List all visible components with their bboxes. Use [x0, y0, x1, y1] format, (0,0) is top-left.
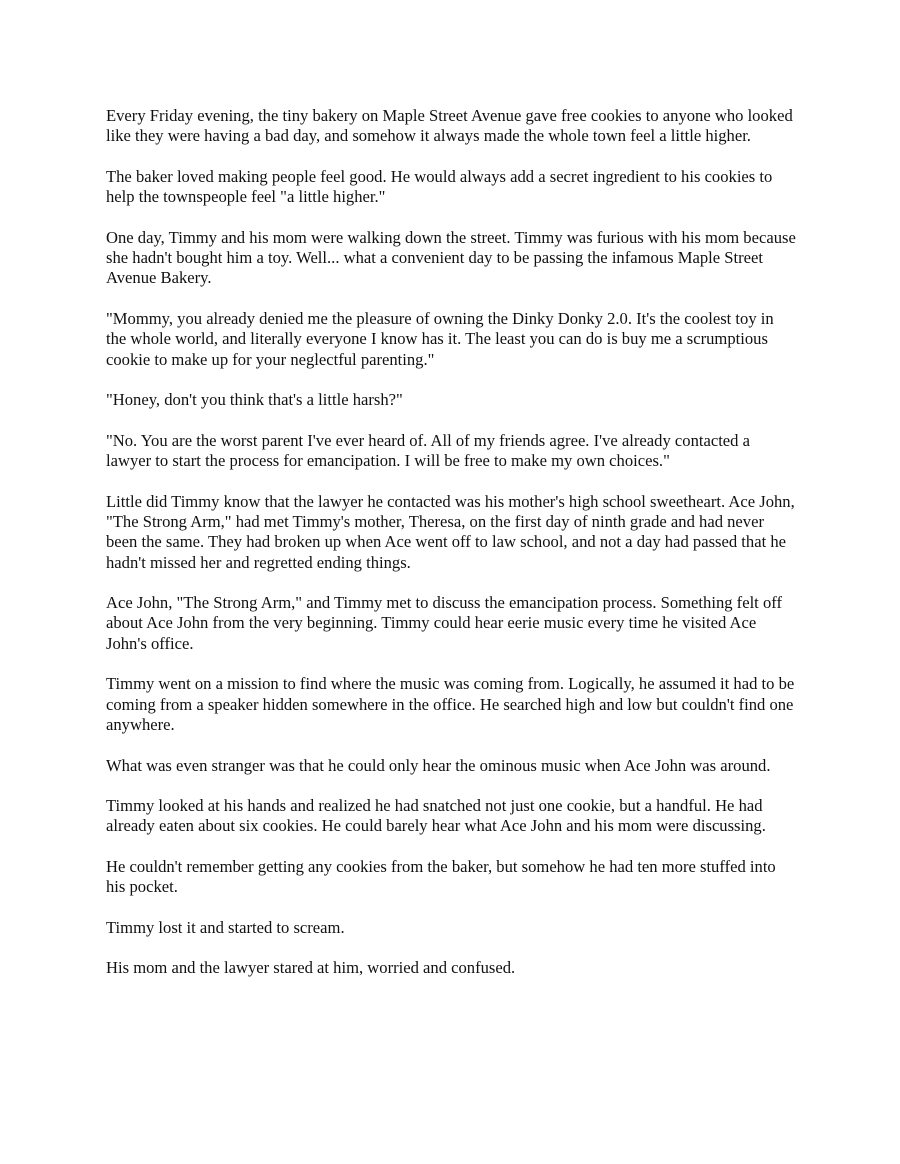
- paragraph-1: Every Friday evening, the tiny bakery on Maple Street Avenue gave free cookies to anyone who looked like they were having a bad day, and somehow it always made the whole town feel a little higher.: [106, 106, 793, 146]
- paragraph-11: Timmy looked at his hands and realized he had snatched not just one cookie, but a handful. He had already eaten about six cookies. He could barely hear what Ace John and his mom were discussing.: [106, 796, 766, 836]
- paragraph-14: His mom and the lawyer stared at him, worried and confused.: [106, 958, 516, 978]
- document-body: [106, 106, 796, 999]
- paragraph-10: What was even stranger was that he could only hear the ominous music when Ace John was around.: [106, 755, 771, 775]
- paragraph-12: He couldn't remember getting any cookies from the baker, but somehow he had ten more stuffed into his pocket.: [106, 856, 776, 897]
- paragraph-7: Little did Timmy know that the lawyer he contacted was his mother's high school sweetheart. Ace John, "The Strong Arm," had met Timmy's mother, Theresa, on the first day of ninth grade and had never been the same. They had broken up when Ace went off to law school, and not a day had passed that he hadn't missed her and regretted ending things.: [106, 491, 795, 572]
- paragraph-4: "Mommy, you already denied me the pleasure of owning the Dinky Donky 2.0. It's the coolest toy in the whole world, and literally everyone I know has it. The least you can do is buy me a scrumptious cookie to make up for your neglectful parenting.": [106, 308, 774, 369]
- paragraph-5: "Honey, don't you think that's a little harsh?": [106, 390, 403, 410]
- paragraph-8: Ace John, "The Strong Arm," and Timmy met to discuss the emancipation process. Something felt off about Ace John from the very beginning. Timmy could hear eerie music every time he visited Ace John's office.: [106, 593, 782, 653]
- paragraph-3: One day, Timmy and his mom were walking down the street. Timmy was furious with his mom because she hadn't bought him a toy. Well... what a convenient day to be passing the infamous Maple Street Avenue Bakery.: [106, 227, 796, 288]
- paragraph-13: Timmy lost it and started to scream.: [106, 917, 345, 937]
- paragraph-2: The baker loved making people feel good. He would always add a secret ingredient to his cookies to help the townspeople feel "a little higher.": [106, 166, 773, 207]
- paragraph-9: Timmy went on a mission to find where the music was coming from. Logically, he assumed it had to be coming from a speaker hidden somewhere in the office. He searched high and low but couldn't find one anywhere.: [106, 674, 795, 734]
- paragraph-6: "No. You are the worst parent I've ever heard of. All of my friends agree. I've already contacted a lawyer to start the process for emancipation. I will be free to make my own choices.": [106, 430, 750, 471]
